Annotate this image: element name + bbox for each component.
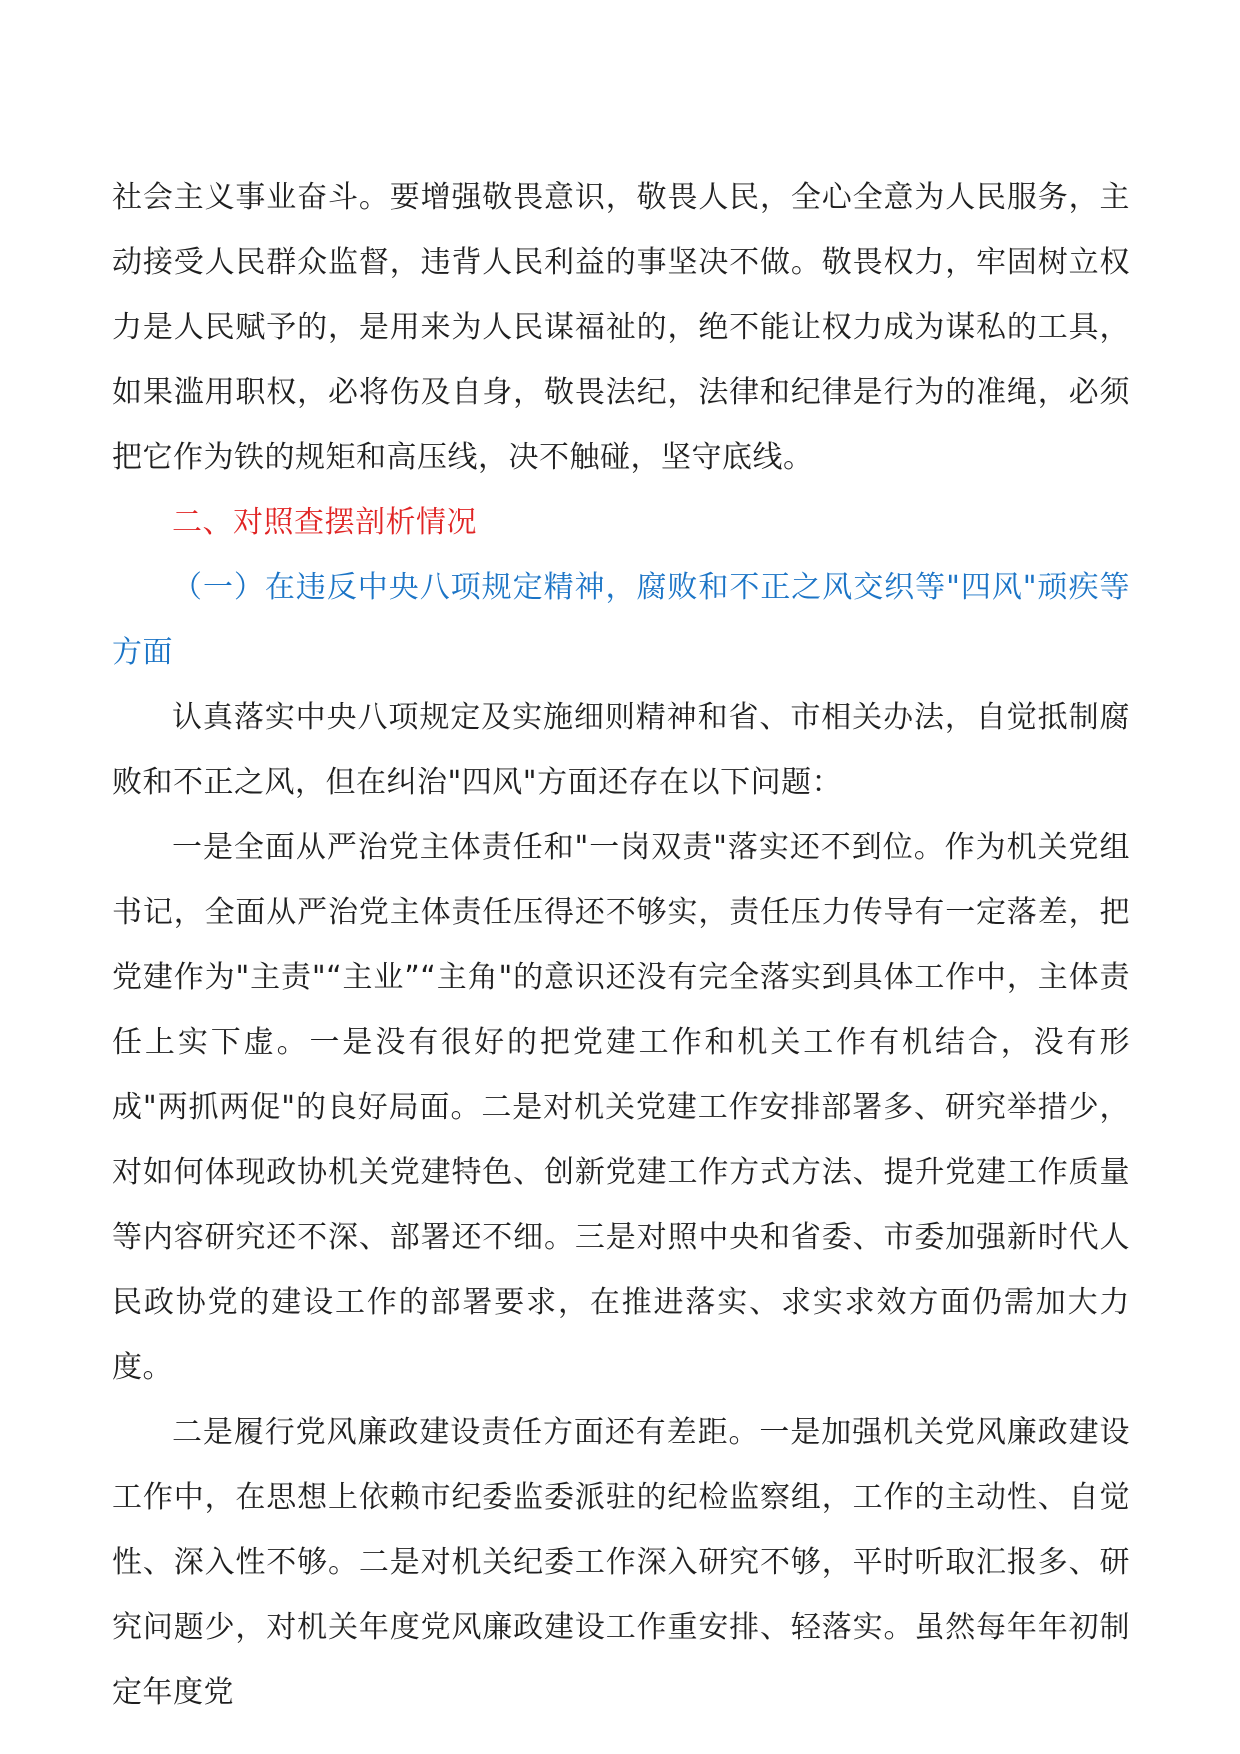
body-paragraph-2: 认真落实中央八项规定及实施细则精神和省、市相关办法，自觉抵制腐败和不正之风，但在纠治"四风"方面还存在以下问题： — [112, 700, 1130, 800]
subsection-heading: （一）在违反中央八项规定精神，腐败和不正之风交织等"四风"顽疾等方面 — [112, 570, 1130, 670]
document-body — [112, 165, 1130, 1725]
section-heading: 二、对照查摆剖析情况 — [172, 505, 477, 540]
body-paragraph-1: 社会主义事业奋斗。要增强敬畏意识，敬畏人民，全心全意为人民服务，主动接受人民群众监督，违背人民利益的事坚决不做。敬畏权力，牢固树立权力是人民赋予的，是用来为人民谋福祉的，绝不能让权力成为谋私的工具，如果滥用职权，必将伤及自身，敬畏法纪，法律和纪律是行为的准绳，必须把它作为铁的规矩和高压线，决不触碰，坚守底线。 — [112, 180, 1130, 475]
body-paragraph-3: 一是全面从严治党主体责任和"一岗双责"落实还不到位。作为机关党组书记，全面从严治党主体责任压得还不够实，责任压力传导有一定落差，把党建作为"主责"“主业”“主角"的意识还没有完全落实到具体工作中，主体责任上实下虚。一是没有很好的把党建工作和机关工作有机结合，没有形成"两抓两促"的良好局面。二是对机关党建工作安排部署多、研究举措少，对如何体现政协机关党建特色、创新党建工作方式方法、提升党建工作质量等内容研究还不深、部署还不细。三是对照中央和省委、市委加强新时代人民政协党的建设工作的部署要求，在推进落实、求实求效方面仍需加大力度。 — [112, 830, 1130, 1385]
body-paragraph-4: 二是履行党风廉政建设责任方面还有差距。一是加强机关党风廉政建设工作中，在思想上依赖市纪委监委派驻的纪检监察组，工作的主动性、自觉性、深入性不够。二是对机关纪委工作深入研究不够，平时听取汇报多、研究问题少，对机关年度党风廉政建设工作重安排、轻落实。虽然每年年初制定年度党 — [112, 1415, 1130, 1710]
